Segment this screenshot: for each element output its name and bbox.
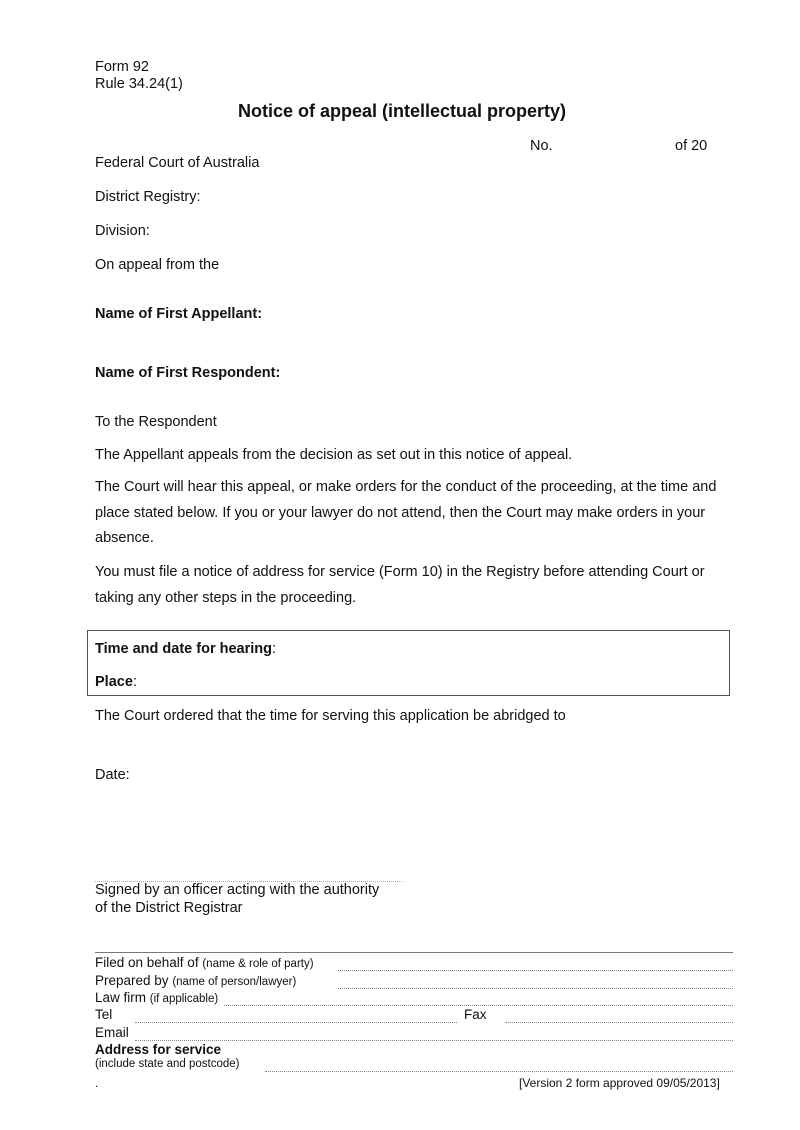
hearing-place-field (95, 674, 137, 690)
signature-line2: of the District Registrar (95, 900, 243, 916)
prepared-by-label: Prepared by (95, 973, 169, 988)
first-appellant-label: Name of First Appellant: (95, 306, 263, 322)
tel-label: Tel (95, 1007, 113, 1022)
division-label: Division: (95, 223, 150, 239)
prepared-by-line (338, 988, 733, 989)
case-number-label: No. (530, 138, 553, 154)
hearing-place-label: Place (95, 674, 133, 690)
address-line (265, 1071, 733, 1072)
filed-on-behalf-row (95, 955, 314, 970)
law-firm-note: (if applicable) (149, 993, 219, 1005)
prepared-by-row (95, 973, 296, 988)
footer-dot: . (95, 1076, 99, 1090)
hearing-time-colon: : (272, 641, 277, 657)
law-firm-label: Law firm (95, 990, 147, 1005)
hearing-time-field (95, 641, 276, 657)
hearing-time-label: Time and date for hearing (95, 641, 272, 657)
form-version: [Version 2 form approved 09/05/2013] (519, 1076, 720, 1090)
filed-on-behalf-note: (name & role of party) (202, 958, 314, 970)
case-year-label: of 20 (675, 138, 708, 154)
to-respondent-heading: To the Respondent (95, 414, 217, 430)
signature-line1: Signed by an officer acting with the authority (95, 882, 380, 898)
fax-label: Fax (464, 1007, 487, 1022)
court-name: Federal Court of Australia (95, 155, 260, 171)
address-for-service-note: (include state and postcode) (95, 1058, 240, 1070)
page-title: Notice of appeal (intellectual property) (238, 101, 567, 121)
address-for-service-paragraph: You must file a notice of address for service (Form 10) in the Registry before attending Court or taking any other steps in the proceeding. (95, 564, 705, 606)
address-for-service-label: Address for service (95, 1042, 222, 1057)
appeal-statement: The Appellant appeals from the decision as set out in this notice of appeal. (95, 447, 573, 463)
prepared-by-note: (name of person/lawyer) (172, 976, 297, 988)
law-firm-row (95, 990, 218, 1005)
fax-line (505, 1022, 733, 1023)
hearing-details-box (87, 630, 730, 696)
tel-line (135, 1022, 457, 1023)
email-line (135, 1040, 733, 1041)
on-appeal-from-label: On appeal from the (95, 257, 220, 273)
email-label: Email (95, 1025, 129, 1040)
hearing-notice-paragraph: The Court will hear this appeal, or make orders for the conduct of the proceeding, at the time and place stated below. If you or your lawyer do not attend, then the Court may make orders in your absence. (95, 479, 717, 546)
hearing-place-colon: : (132, 674, 137, 690)
date-label: Date: (95, 767, 130, 783)
filed-on-behalf-label: Filed on behalf of (95, 955, 199, 970)
form-number: Form 92 (95, 59, 149, 75)
abridged-time-statement: The Court ordered that the time for serving this application be abridged to (95, 708, 566, 724)
law-firm-line (224, 1005, 733, 1006)
filing-top-rule (95, 952, 733, 953)
first-respondent-label: Name of First Respondent: (95, 365, 281, 381)
rule-reference: Rule 34.24(1) (95, 76, 183, 92)
district-registry-label: District Registry: (95, 189, 201, 205)
filed-on-behalf-line (338, 970, 733, 971)
